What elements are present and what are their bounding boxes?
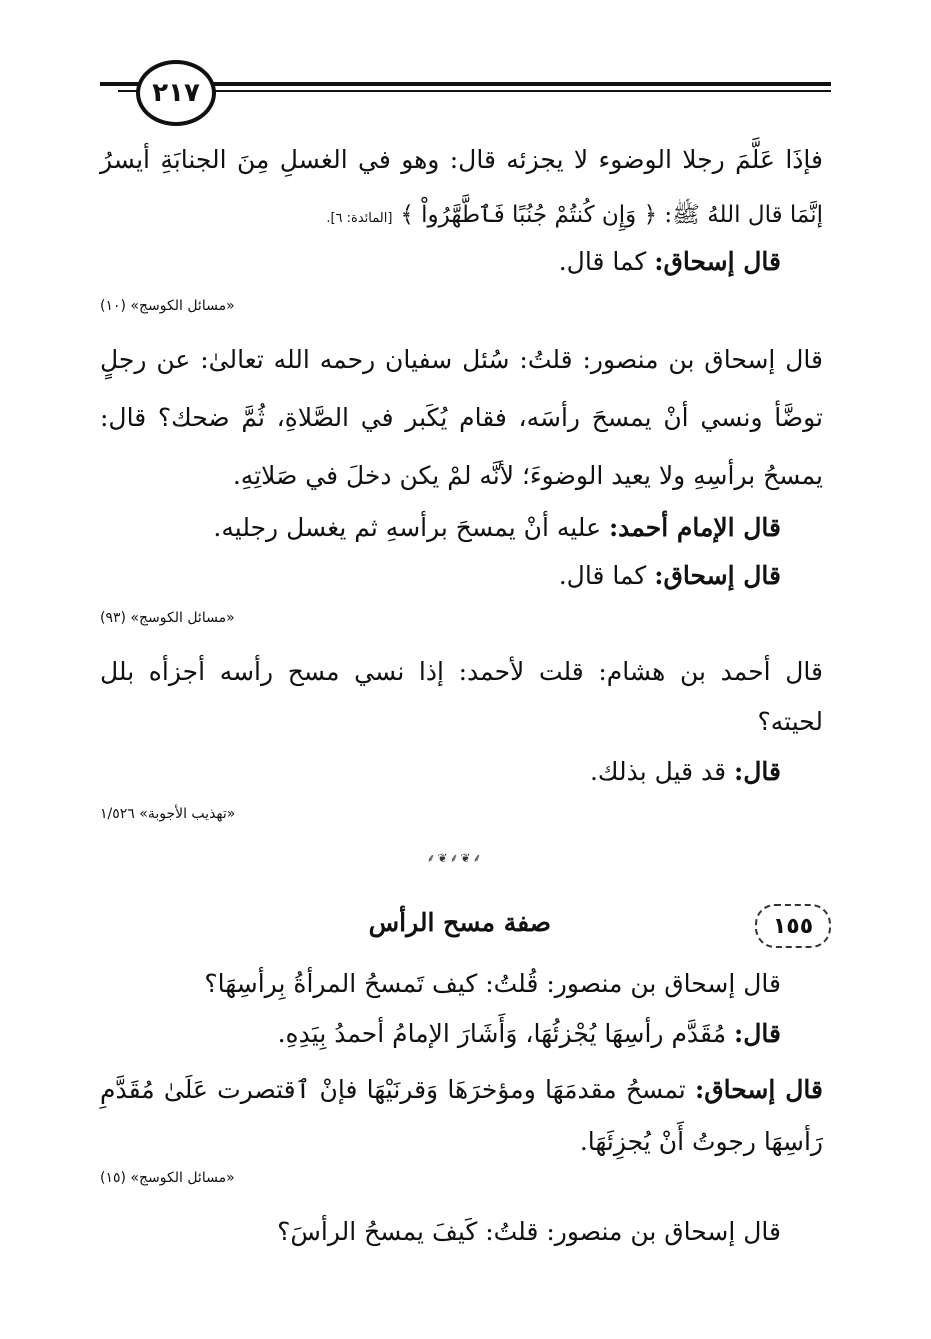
header-rule-left bbox=[100, 82, 140, 86]
paragraph-line: يمسحُ برأسِهِ ولا يعيد الوضوءَ؛ لأنَّه لمْ يكن دخلَ في صَلاتِهِ. bbox=[232, 461, 823, 490]
speaker-label: قال إسحاق: bbox=[654, 247, 781, 276]
speaker-label: قال الإمام أحمد: bbox=[608, 513, 781, 542]
speaker-text: عليه أنْ يمسحَ برأسهِ ثم يغسل رجليه. bbox=[213, 513, 609, 542]
quran-verse: إنَّمَا قال اللهُ ﷺ: ﴿ وَإِن كُنتُمْ جُنُبًا فَٱطَّهَّرُواْ ﴾ bbox=[400, 202, 823, 228]
paragraph-line bbox=[100, 508, 781, 548]
paragraph-line: قال إسحاق بن منصور: قُلتُ: كيف تَمسحُ المرأةُ بِرأسِهَا؟ bbox=[204, 969, 781, 998]
verse-citation: [المائدة: ٦]. bbox=[326, 211, 393, 226]
section-title: صفة مسح الرأس bbox=[368, 908, 551, 937]
speaker-label: قال إسحاق: bbox=[654, 561, 781, 590]
paragraph-line bbox=[100, 242, 781, 282]
paragraph-line: قال إسحاق بن منصور: قلتُ: سُئل سفيان رحمه الله تعالىٰ: عن رجلٍ bbox=[100, 345, 823, 374]
paragraph-line: قال أحمد بن هشام: قلت لأحمد: إذا نسي مسح رأسه أجزأه بلل bbox=[100, 657, 823, 686]
speaker-text: مُقَدَّم رأسِهَا يُجْزئُهَا، وَأَشَارَ الإمامُ أحمدُ بِيَدِهِ. bbox=[277, 1019, 735, 1048]
speaker-text: قد قيل بذلك. bbox=[589, 757, 735, 786]
speaker-label: قال: bbox=[734, 1019, 781, 1048]
speaker-text: تمسحُ مقدمَهَا ومؤخرَهَا وَقرنَيْهَا فإنْ ٱقتصرت عَلَىٰ مُقَدَّمِ bbox=[100, 1075, 695, 1104]
source-citation: «مسائل الكوسج» (٩٣) bbox=[100, 610, 235, 626]
paragraph-line bbox=[100, 1014, 781, 1054]
paragraph-line: لحيته؟ bbox=[757, 707, 823, 736]
paragraph-line: توضَّأ ونسي أنْ يمسحَ رأسَه، فقام يُكَبر في الصَّلاةِ، ثُمَّ ضحك؟ قال: bbox=[100, 403, 823, 432]
speaker-label: قال: bbox=[734, 757, 781, 786]
source-citation: «مسائل الكوسج» (١٥) bbox=[100, 1170, 235, 1186]
section-number-badge: ١٥٥ bbox=[755, 904, 831, 948]
page-number: ٢١٧ bbox=[136, 60, 216, 126]
speaker-text: كما قال. bbox=[558, 561, 655, 590]
paragraph-line bbox=[100, 752, 781, 792]
divider-glyphs: ⸙❦⸙❦⸙ bbox=[426, 851, 484, 865]
speaker-text: كما قال. bbox=[558, 247, 655, 276]
header-rule bbox=[118, 82, 831, 96]
paragraph-line bbox=[100, 194, 823, 239]
source-citation: «مسائل الكوسج» (١٠) bbox=[100, 298, 235, 314]
paragraph-line: قال إسحاق بن منصور: قلتُ: كَيفَ يمسحُ الرأسَ؟ bbox=[277, 1217, 781, 1246]
source-citation: «تهذيب الأجوبة» ١/٥٢٦ bbox=[100, 806, 236, 822]
paragraph-line bbox=[100, 556, 781, 596]
paragraph-line: فإذَا عَلَّمَ رجلا الوضوء لا يجزئه قال: وهو في الغسلِ مِنَ الجنابَةِ أيسرُ bbox=[100, 145, 823, 174]
ornament-divider bbox=[380, 852, 530, 864]
speaker-label: قال إسحاق: bbox=[695, 1075, 823, 1104]
paragraph-line bbox=[100, 1070, 823, 1110]
paragraph-line: رَأسِهَا رجوتُ أَنْ يُجزِئَهَا. bbox=[579, 1127, 823, 1156]
